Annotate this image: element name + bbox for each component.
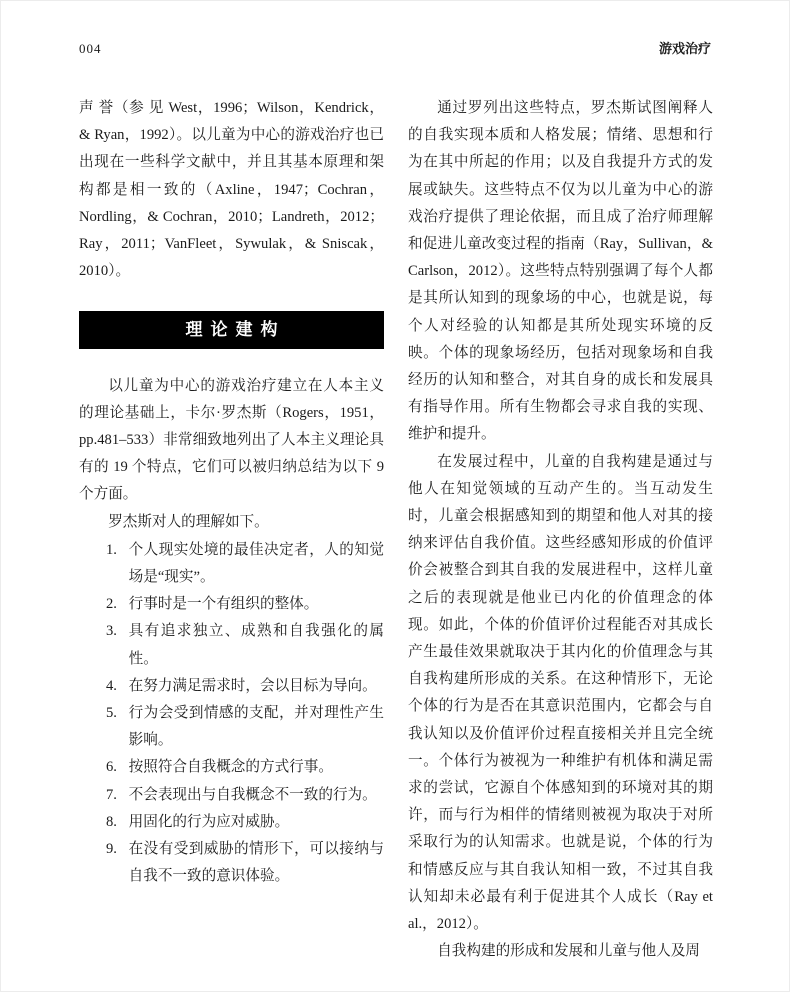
paragraph: 自我构建的形成和发展和儿童与他人及周 [437,943,700,960]
list-item-number: 1. [106,541,117,558]
numbered-list [79,537,384,891]
list-item [79,700,384,754]
list-item-number: 6. [106,759,117,776]
section-heading: 理论建构 [79,311,384,348]
list-item-number: 7. [106,786,117,803]
left-column [79,95,384,966]
list-item-number: 4. [106,677,117,694]
list-item-number: 8. [106,813,117,830]
running-title: 游戏治疗 [658,41,711,56]
list-item-text: 在努力满足需求时，会以目标为导向。 [128,677,377,694]
list-item-number: 2. [106,596,117,613]
right-column [408,95,713,966]
list-item [79,809,384,836]
list-item-number: 5. [106,705,117,722]
list-item-number: 3. [106,623,117,640]
paragraph: 通过罗列出这些特点，罗杰斯试图阐释人的自我实现本质和人格发展；情绪、思想和行为在其中所起的作用；以及自我提升方式的发展或缺失。这些特点不仅为以儿童为中心的游戏治疗提供了理论依据，而且成了治疗师理解和促进儿童改变过程的指南（Ray，Sullivan，& Carlson，2012）。这些特点特别强调了每个人都是其所认知到的现象场的中心，也就是说，每个人对经验的认知都是其所处现实环境的反映。个体的现象场经历，包括对现象场和自我经历的认知和整合，对其自身的成长和发展具有指导作用。所有生物都会寻求自我的实现、维护和提升。 [408,100,713,443]
page-header [79,41,711,57]
list-item [79,537,384,591]
list-item-text: 按照符合自我概念的方式行事。 [128,759,333,776]
list-item-text: 个人现实处境的最佳决定者，人的知觉场是“现实”。 [128,541,384,586]
list-item-text: 具有追求独立、成熟和自我强化的属性。 [128,623,384,667]
list-item [79,673,384,700]
list-item [79,618,384,672]
paragraph: 在发展过程中，儿童的自我构建是通过与他人在知觉领域的互动产生的。当互动发生时，儿童会根据感知到的期望和他人对其的接纳来评估自我价值。这些经感知形成的价值评价会被整合到其自我的发展进程中，这样儿童之后的表现就是他业已内化的价值理念的体现。如此，个体的价值评价过程能否对其成长产生最佳效果就取决于其内化的价值理念与其自我构建所形成的关系。在这种情形下，无论个体的行为是否在其意识范围内，它都会与自我认知以及价值评价过程直接相关并且完全统一。个体行为被视为一种维护有机体和满足需求的尝试，它源自个体感知到的环境对其的期许，而与行为相伴的情绪则被视为取决于对所采取行为的认知需求。也就是说，个体的行为和情感反应与其自我认知相一致，不过其自我认知却未必最有利于促进其个人成长（Ray et al.，2012）。 [408,453,713,933]
list-item [79,591,384,618]
paragraph: 以儿童为中心的游戏治疗建立在人本主义的理论基础上，卡尔·罗杰斯（Rogers，1951，pp.481–533）非常细致地列出了人本主义理论具有的 19 个特点，它们可以被归纳总结为以下 9 个方面。 [79,377,384,503]
list-item-text: 在没有受到威胁的情形下，可以接纳与自我不一致的意识体验。 [128,841,384,885]
list-item-text: 用固化的行为应对威胁。 [128,813,290,830]
list-item-number: 9. [106,841,117,858]
list-item [79,782,384,809]
list-item-text: 行为会受到情感的支配，并对理性产生影响。 [128,705,384,749]
paragraph: 声 誉（参 见 West，1996；Wilson，Kendrick，& Ryan，1992）。以儿童为中心的游戏治疗也已出现在一些科学文献中，并且其基本原理和架构都是相一致的（Axline，1947；Cochran，Nordling，& Cochran，2010；Landreth，2012；Ray，2011；VanFleet，Sywulak，& Sniscak，2010）。 [79,100,384,280]
list-item-text: 不会表现出与自我概念不一致的行为。 [128,786,377,803]
list-item [79,754,384,781]
list-item-text: 行事时是一个有组织的整体。 [128,596,319,613]
list-item [79,836,384,890]
paragraph: 罗杰斯对人的理解如下。 [108,513,269,530]
page-number: 004 [79,41,102,56]
two-column-layout [79,95,711,966]
